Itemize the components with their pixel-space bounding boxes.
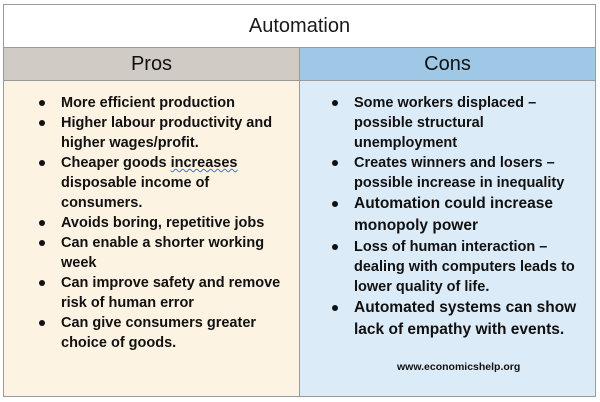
bullet-icon	[332, 305, 338, 311]
list-item	[39, 213, 291, 233]
list-item	[39, 233, 291, 273]
bullet-icon	[332, 244, 338, 250]
list-item	[332, 93, 590, 153]
bullet-icon	[39, 120, 45, 126]
pros-item-text-c: disposable income of consumers.	[61, 175, 210, 211]
bullet-icon	[332, 100, 338, 106]
list-item	[39, 313, 291, 353]
cons-item-text: Automation could increase monopoly power	[354, 195, 553, 234]
list-item	[332, 193, 590, 237]
automation-table	[3, 4, 596, 397]
spellcheck-underlined-word: increases	[170, 155, 238, 171]
bullet-icon	[39, 240, 45, 246]
bullet-icon	[39, 100, 45, 106]
list-item	[332, 297, 590, 341]
pros-list	[39, 93, 291, 353]
source-credit: www.economicshelp.org	[397, 361, 521, 373]
list-item	[39, 113, 291, 153]
pros-item-text: Can give consumers greater choice of goods.	[61, 315, 257, 351]
bullet-icon	[39, 280, 45, 286]
list-item	[39, 273, 291, 313]
list-item	[332, 153, 590, 193]
list-item	[332, 237, 590, 297]
bullet-icon	[332, 201, 338, 207]
bullet-icon	[39, 220, 45, 226]
cons-item-text: Creates winners and losers – possible increase in inequality	[354, 155, 565, 191]
bullet-icon	[39, 160, 45, 166]
cons-header: Cons	[300, 48, 595, 81]
pros-cell	[4, 81, 300, 396]
list-item	[39, 153, 291, 213]
bullet-icon	[39, 320, 45, 326]
cons-item-text: Some workers displaced – possible structural unemployment	[354, 95, 537, 151]
pros-item-text: Higher labour productivity and higher wages/profit.	[61, 115, 273, 151]
pros-item-text: Can improve safety and remove risk of human error	[61, 275, 281, 311]
cons-item-text: Automated systems can show lack of empathy with events.	[354, 299, 577, 338]
list-item	[39, 93, 291, 113]
pros-header: Pros	[4, 48, 300, 81]
bullet-icon	[332, 160, 338, 166]
table-title: Automation	[4, 5, 595, 48]
pros-item-text: Avoids boring, repetitive jobs	[61, 215, 265, 231]
pros-item-text: More efficient production	[61, 95, 235, 111]
cons-item-text: Loss of human interaction – dealing with computers leads to lower quality of life.	[354, 239, 575, 295]
pros-item-text: Can enable a shorter working week	[61, 235, 265, 271]
cons-list	[332, 93, 590, 341]
cons-cell	[300, 81, 595, 396]
pros-item-text-a: Cheaper goods	[61, 155, 171, 171]
